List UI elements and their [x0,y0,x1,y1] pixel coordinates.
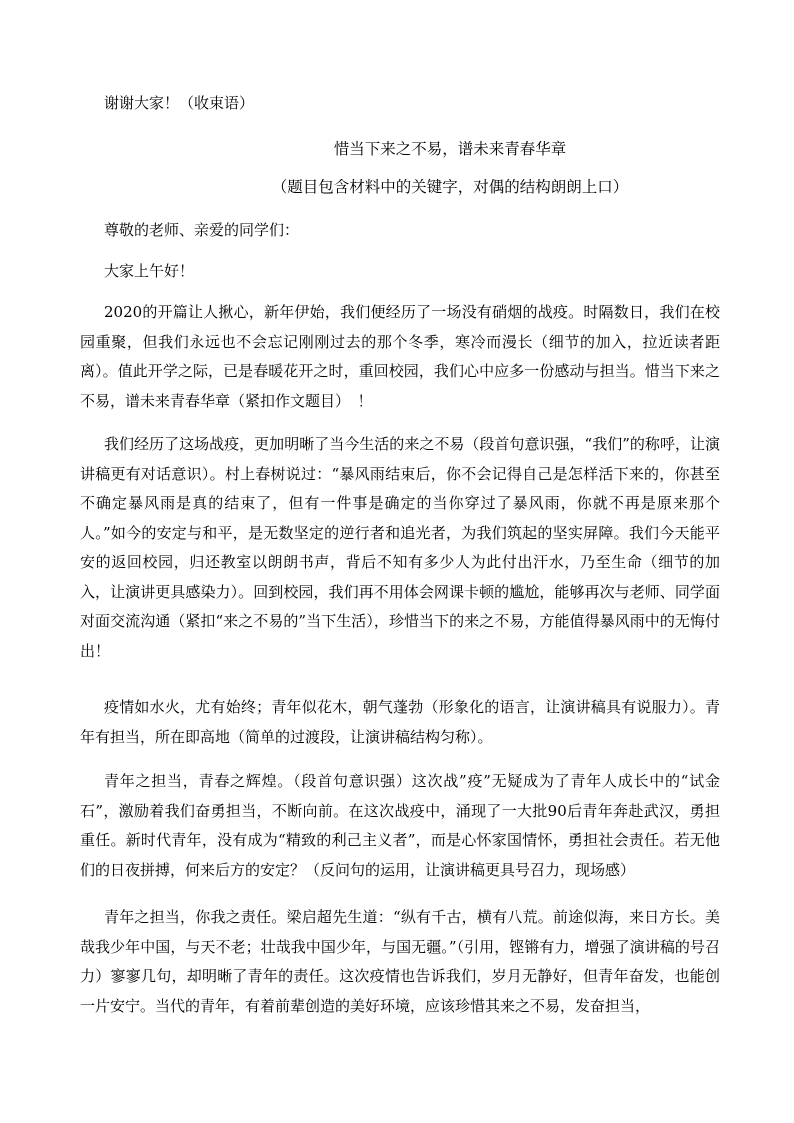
salutation: 尊敬的老师、亲爱的同学们： [104,221,300,239]
essay-title: 惜当下来之不易，谱未来青春华章 [333,140,567,158]
closing-line: 谢谢大家！（收束语） [104,94,255,112]
title-annotation: （题目包含材料中的关键字，对偶的结构朗朗上口） [271,178,629,196]
paragraph: 疫情如水火，尤有始终；青年似花木，朝气蓬勃（形象化的语言，让演讲稿具有说服力）。青年有担当，所在即高地（简单的过渡段，让演讲稿结构匀称）。 [80,698,720,746]
paragraph: 青年之担当，青春之辉煌。（段首句意识强）这次战”疫”无疑成为了青年人成长中的“试金石”，激励着我们奋勇担当，不断向前。在这次战疫中，涌现了一大批90后青年奔赴武汉，勇担重任。新时代青年，没有成为“精致的利己主义者”，而是心怀家国情怀，勇担社会责任。若无他们的日夜拼搏，何来后方的安定？（反问句的运用，让演讲稿更具号召力，现场感） [80,772,720,879]
paragraph: 我们经历了这场战疫，更加明晰了当今生活的来之不易（段首句意识强，“我们”的称呼，让演讲稿更有对话意识）。村上春树说过：“暴风雨结束后，你不会记得自己是怎样活下来的，你甚至不确定暴风雨是真的结束了，但有一件事是确定的当你穿过了暴风雨，你就不再是原来那个人。”如今的安定与和平，是无数坚定的逆行者和追光者，为我们筑起的坚实屏障。我们今天能平安的返回校园，归还教室以朗朗书声，背后不知有多少人为此付出汗水，乃至生命（细节的加入，让演讲更具感染力）。回到校园，我们再不用体会网课卡顿的尴尬，能够再次与老师、同学面对面交流沟通（紧扣“来之不易的”当下生活），珍惜当下的来之不易，方能值得暴风雨中的无悔付出！ [80,435,720,660]
greeting: 大家上午好！ [104,262,195,280]
paragraph: 青年之担当，你我之责任。梁启超先生道：“纵有千古，横有八荒。前途似海，来日方长。美哉我少年中国，与天不老；壮哉我中国少年，与国无疆。”（引用，铿锵有力，增强了演讲稿的号召力）寥寥几句，却明晰了青年的责任。这次疫情也告诉我们，岁月无静好，但青年奋发，也能创一片安宁。当代的青年，有着前辈创造的美好环境，应该珍惜其来之不易，发奋担当， [80,908,720,1015]
paragraph: 2020的开篇让人揪心，新年伊始，我们便经历了一场没有硝烟的战疫。时隔数日，我们在校园重聚，但我们永远也不会忘记刚刚过去的那个冬季，寒冷而漫长（细节的加入，拉近读者距离）。值此开学之际，已是春暖花开之时，重回校园，我们心中应多一份感动与担当。惜当下来之不易，谱未来青春华章（紧扣作文题目） ！ [80,303,720,410]
